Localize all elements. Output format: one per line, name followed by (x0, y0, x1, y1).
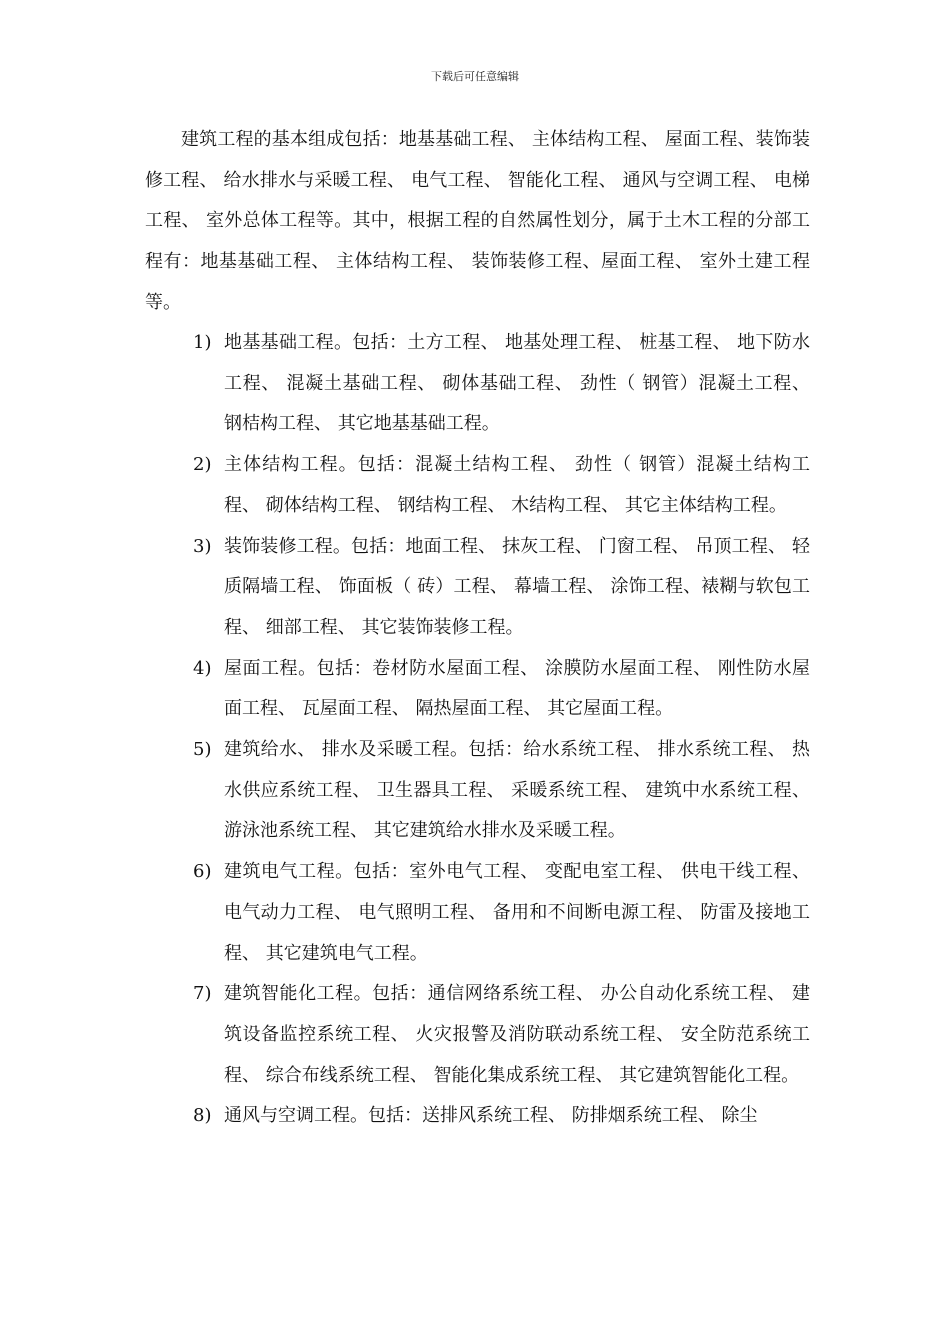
intro-paragraph: 建筑工程的基本组成包括：地基基础工程、 主体结构工程、 屋面工程、装饰装修工程、 给水排水与采暖工程、 电气工程、 智能化工程、 通风与空调工程、 电梯工程、 室外总体工程等。其中，根据工程的自然属性划分，属于土木工程的分部工程有：地基基础工程、 主体结构工程、 装饰装修工程、屋面工程、 室外土建工程等。 (145, 129, 810, 313)
item-text: 通风与空调工程。包括：送排风系统工程、 防排烟系统工程、 除尘 (224, 1105, 758, 1127)
page-header: 下载后可任意编辑 (431, 70, 519, 83)
list-item (145, 974, 810, 1096)
item-number: 6) (193, 861, 212, 883)
list-item (145, 852, 810, 974)
list-item (145, 649, 810, 730)
item-list (145, 323, 810, 1137)
item-number: 1) (193, 332, 212, 353)
item-number: 8) (193, 1105, 212, 1127)
item-text: 建筑智能化工程。包括：通信网络系统工程、 办公自动化系统工程、 建筑设备监控系统工程、 火灾报警及消防联动系统工程、 安全防范系统工程、 综合布线系统工程、 智能化集成系统工程、 其它建筑智能化工程。 (224, 983, 810, 1086)
item-number: 5) (193, 739, 212, 761)
list-item (145, 323, 810, 445)
item-text: 主体结构工程。包括：混凝土结构工程、 劲性（ 钢管）混凝土结构工程、 砌体结构工程、 钢结构工程、 木结构工程、 其它主体结构工程。 (224, 454, 810, 516)
list-item (145, 1096, 810, 1137)
list-item (145, 445, 810, 526)
item-number: 3) (193, 535, 212, 557)
list-item (145, 730, 810, 852)
item-text: 屋面工程。包括：卷材防水屋面工程、 涂膜防水屋面工程、 刚性防水屋面工程、 瓦屋面工程、 隔热屋面工程、 其它屋面工程。 (224, 657, 810, 720)
item-text: 装饰装修工程。包括：地面工程、 抹灰工程、 门窗工程、 吊顶工程、 轻质隔墙工程、 饰面板（ 砖）工程、 幕墙工程、 涂饰工程、裱糊与软包工程、 细部工程、 其它装饰装修工程。 (224, 535, 810, 638)
item-number: 2) (193, 454, 212, 476)
list-item (145, 527, 810, 649)
item-number: 4) (193, 657, 212, 679)
item-text: 建筑电气工程。包括：室外电气工程、 变配电室工程、 供电干线工程、 电气动力工程、 电气照明工程、 备用和不间断电源工程、 防雷及接地工程、 其它建筑电气工程。 (224, 861, 810, 964)
item-number: 7) (193, 983, 212, 1005)
item-text: 地基基础工程。包括：土方工程、 地基处理工程、 桩基工程、 地下防水工程、 混凝土基础工程、 砌体基础工程、 劲性（ 钢管）混凝土工程、 钢桔构工程、 其它地基基础工程。 (224, 332, 810, 435)
item-text: 建筑给水、 排水及采暖工程。包括：给水系统工程、 排水系统工程、 热水供应系统工程、 卫生器具工程、 采暖系统工程、 建筑中水系统工程、 游泳池系统工程、 其它建筑给水排水及采暖工程。 (224, 739, 810, 842)
